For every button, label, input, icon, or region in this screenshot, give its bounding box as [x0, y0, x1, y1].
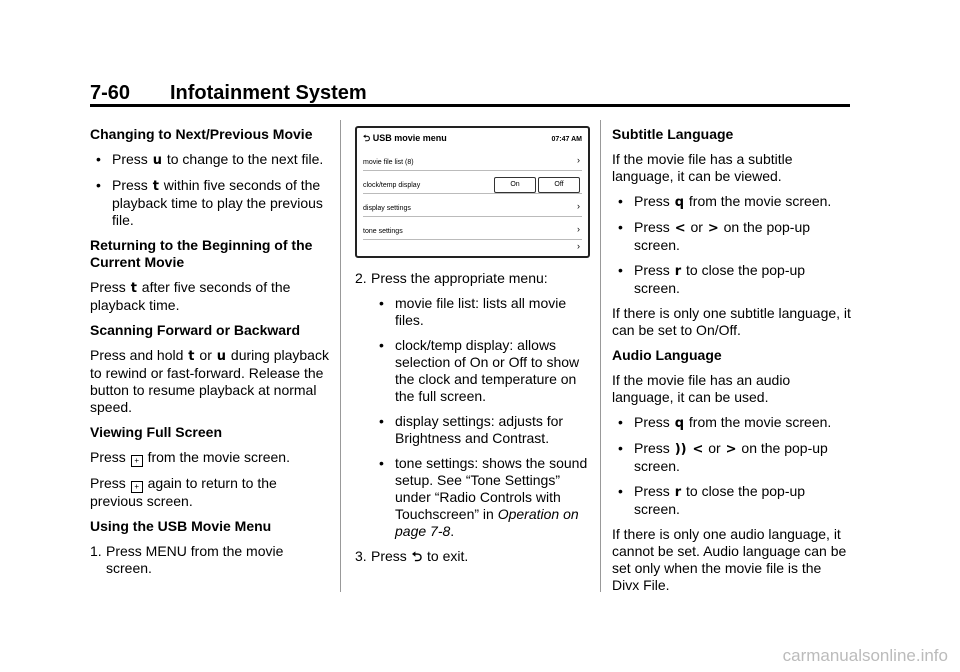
clock: 07:47 AM — [551, 136, 582, 143]
paragraph: Press t after five seconds of the playback time. — [90, 279, 291, 313]
right-arrow-icon: r — [674, 264, 682, 279]
list-item: • Press q from the movie screen. — [618, 414, 832, 431]
previous-icon: t — [188, 349, 195, 364]
next-icon: u — [152, 153, 162, 168]
column-left — [90, 126, 330, 585]
page-number: 7-60 — [90, 82, 131, 104]
list-item: • Press u to change to the next file. — [96, 151, 324, 168]
list-item: • Press )) < or > on the pop-up screen. — [618, 440, 828, 474]
menu-item-clock-temp: clock/temp display On Off — [363, 175, 582, 194]
chevron-right-icon: › — [577, 201, 580, 211]
chevron-right-icon: › — [577, 241, 580, 251]
usb-menu-screen — [355, 126, 590, 258]
paragraph: If there is only one audio language, it cannot be set. Audio language can be set only when the movie file is the Divx File. — [612, 526, 847, 593]
list-item: • movie file list: lists all movie files. — [379, 295, 567, 328]
step-item: 3. Press ⮌ to exit. — [355, 548, 469, 565]
heading-scan: Scanning Forward or Backward — [90, 322, 301, 338]
chevron-right-icon: > — [725, 442, 737, 457]
chevron-right-icon: › — [577, 155, 580, 165]
paragraph: If the movie file has an audio language, it can be used. — [612, 372, 791, 405]
bullet-icon: • — [618, 483, 623, 499]
previous-icon: t — [152, 179, 159, 194]
step-item: 2. Press the appropriate menu: — [355, 270, 548, 286]
screen-title: ⮌ USB movie menu — [363, 133, 447, 143]
left-arrow-icon: q — [674, 195, 684, 210]
menu-item-tone-settings[interactable]: tone settings › — [363, 221, 582, 240]
list-item: • Press q from the movie screen. — [618, 193, 832, 210]
heading-full-screen: Viewing Full Screen — [90, 424, 223, 440]
heading-audio-language: Audio Language — [612, 347, 722, 363]
chevron-right-icon: › — [577, 224, 580, 234]
paragraph: Press + from the movie screen. — [90, 449, 290, 465]
heading-subtitle-language: Subtitle Language — [612, 126, 734, 142]
list-item: • Press r to close the pop-up screen. — [618, 262, 806, 296]
heading-return: Returning to the Beginning of the Current Movie — [90, 237, 313, 270]
heading-usb-menu: Using the USB Movie Menu — [90, 518, 272, 534]
bullet-icon: • — [618, 262, 623, 278]
back-icon: ⮌ — [411, 550, 423, 565]
fullscreen-icon: + — [131, 455, 143, 467]
step-item: 1. Press MENU from the movie screen. — [90, 543, 284, 576]
on-button[interactable]: On — [494, 177, 536, 193]
fullscreen-icon: + — [131, 481, 143, 493]
cross-reference-link[interactable]: Operation on page 7-8 — [395, 506, 579, 539]
next-icon: u — [216, 349, 227, 364]
off-button[interactable]: Off — [538, 177, 580, 193]
left-arrow-icon: q — [674, 416, 684, 431]
list-item: • Press r to close the pop-up screen. — [618, 483, 806, 517]
paragraph: Press + again to return to the previous screen. — [90, 475, 277, 509]
header-rule — [90, 104, 850, 107]
menu-item-display-settings[interactable]: display settings › — [363, 198, 582, 217]
bullet-icon: • — [379, 413, 384, 429]
bullet-icon: • — [618, 193, 623, 209]
menu-item-movie-file-list[interactable]: movie file list (8) › — [363, 152, 582, 171]
bullet-icon: • — [618, 219, 623, 235]
heading-next-prev: Changing to Next/Previous Movie — [90, 126, 313, 142]
column-right — [612, 126, 852, 602]
paragraph: If there is only one subtitle language, it can be set to On/Off. — [612, 305, 851, 338]
bullet-icon: • — [96, 151, 101, 167]
section-title: Infotainment System — [170, 82, 367, 104]
bullet-icon: • — [379, 295, 384, 311]
column-divider — [340, 120, 341, 592]
list-item: • Press t within five seconds of the playback time to play the previous file. — [96, 177, 323, 228]
chevron-left-icon: < — [692, 442, 704, 457]
column-middle — [355, 126, 595, 574]
bullet-icon: • — [618, 414, 623, 430]
bullet-icon: • — [379, 337, 384, 353]
list-item: • clock/temp display: allows selection of On or Off to show the clock and temperature on the full screen. — [379, 337, 580, 404]
column-divider — [600, 120, 601, 592]
watermark: carmanualsonline.info — [782, 646, 948, 665]
previous-icon: t — [130, 281, 137, 296]
audio-icon: )) — [674, 442, 687, 457]
list-item: • tone settings: shows the sound setup. See “Tone Settings” under “Radio Controls with Touchscreen” in Operation on page 7-8. — [379, 455, 588, 539]
right-arrow-icon: r — [674, 485, 682, 500]
bullet-icon: • — [379, 455, 384, 471]
list-item: • Press < or > on the pop-up screen. — [618, 219, 811, 253]
paragraph: If the movie file has a subtitle language, it can be viewed. — [612, 151, 793, 184]
back-icon[interactable]: ⮌ — [363, 133, 371, 143]
bullet-icon: • — [96, 177, 101, 193]
bullet-icon: • — [618, 440, 623, 456]
chevron-left-icon: < — [674, 221, 686, 236]
list-item: • display settings: adjusts for Brightness and Contrast. — [379, 413, 564, 446]
paragraph: Press and hold t or u during playback to rewind or fast-forward. Release the button to resume playback at normal speed. — [90, 347, 329, 415]
chevron-right-icon: > — [707, 221, 719, 236]
